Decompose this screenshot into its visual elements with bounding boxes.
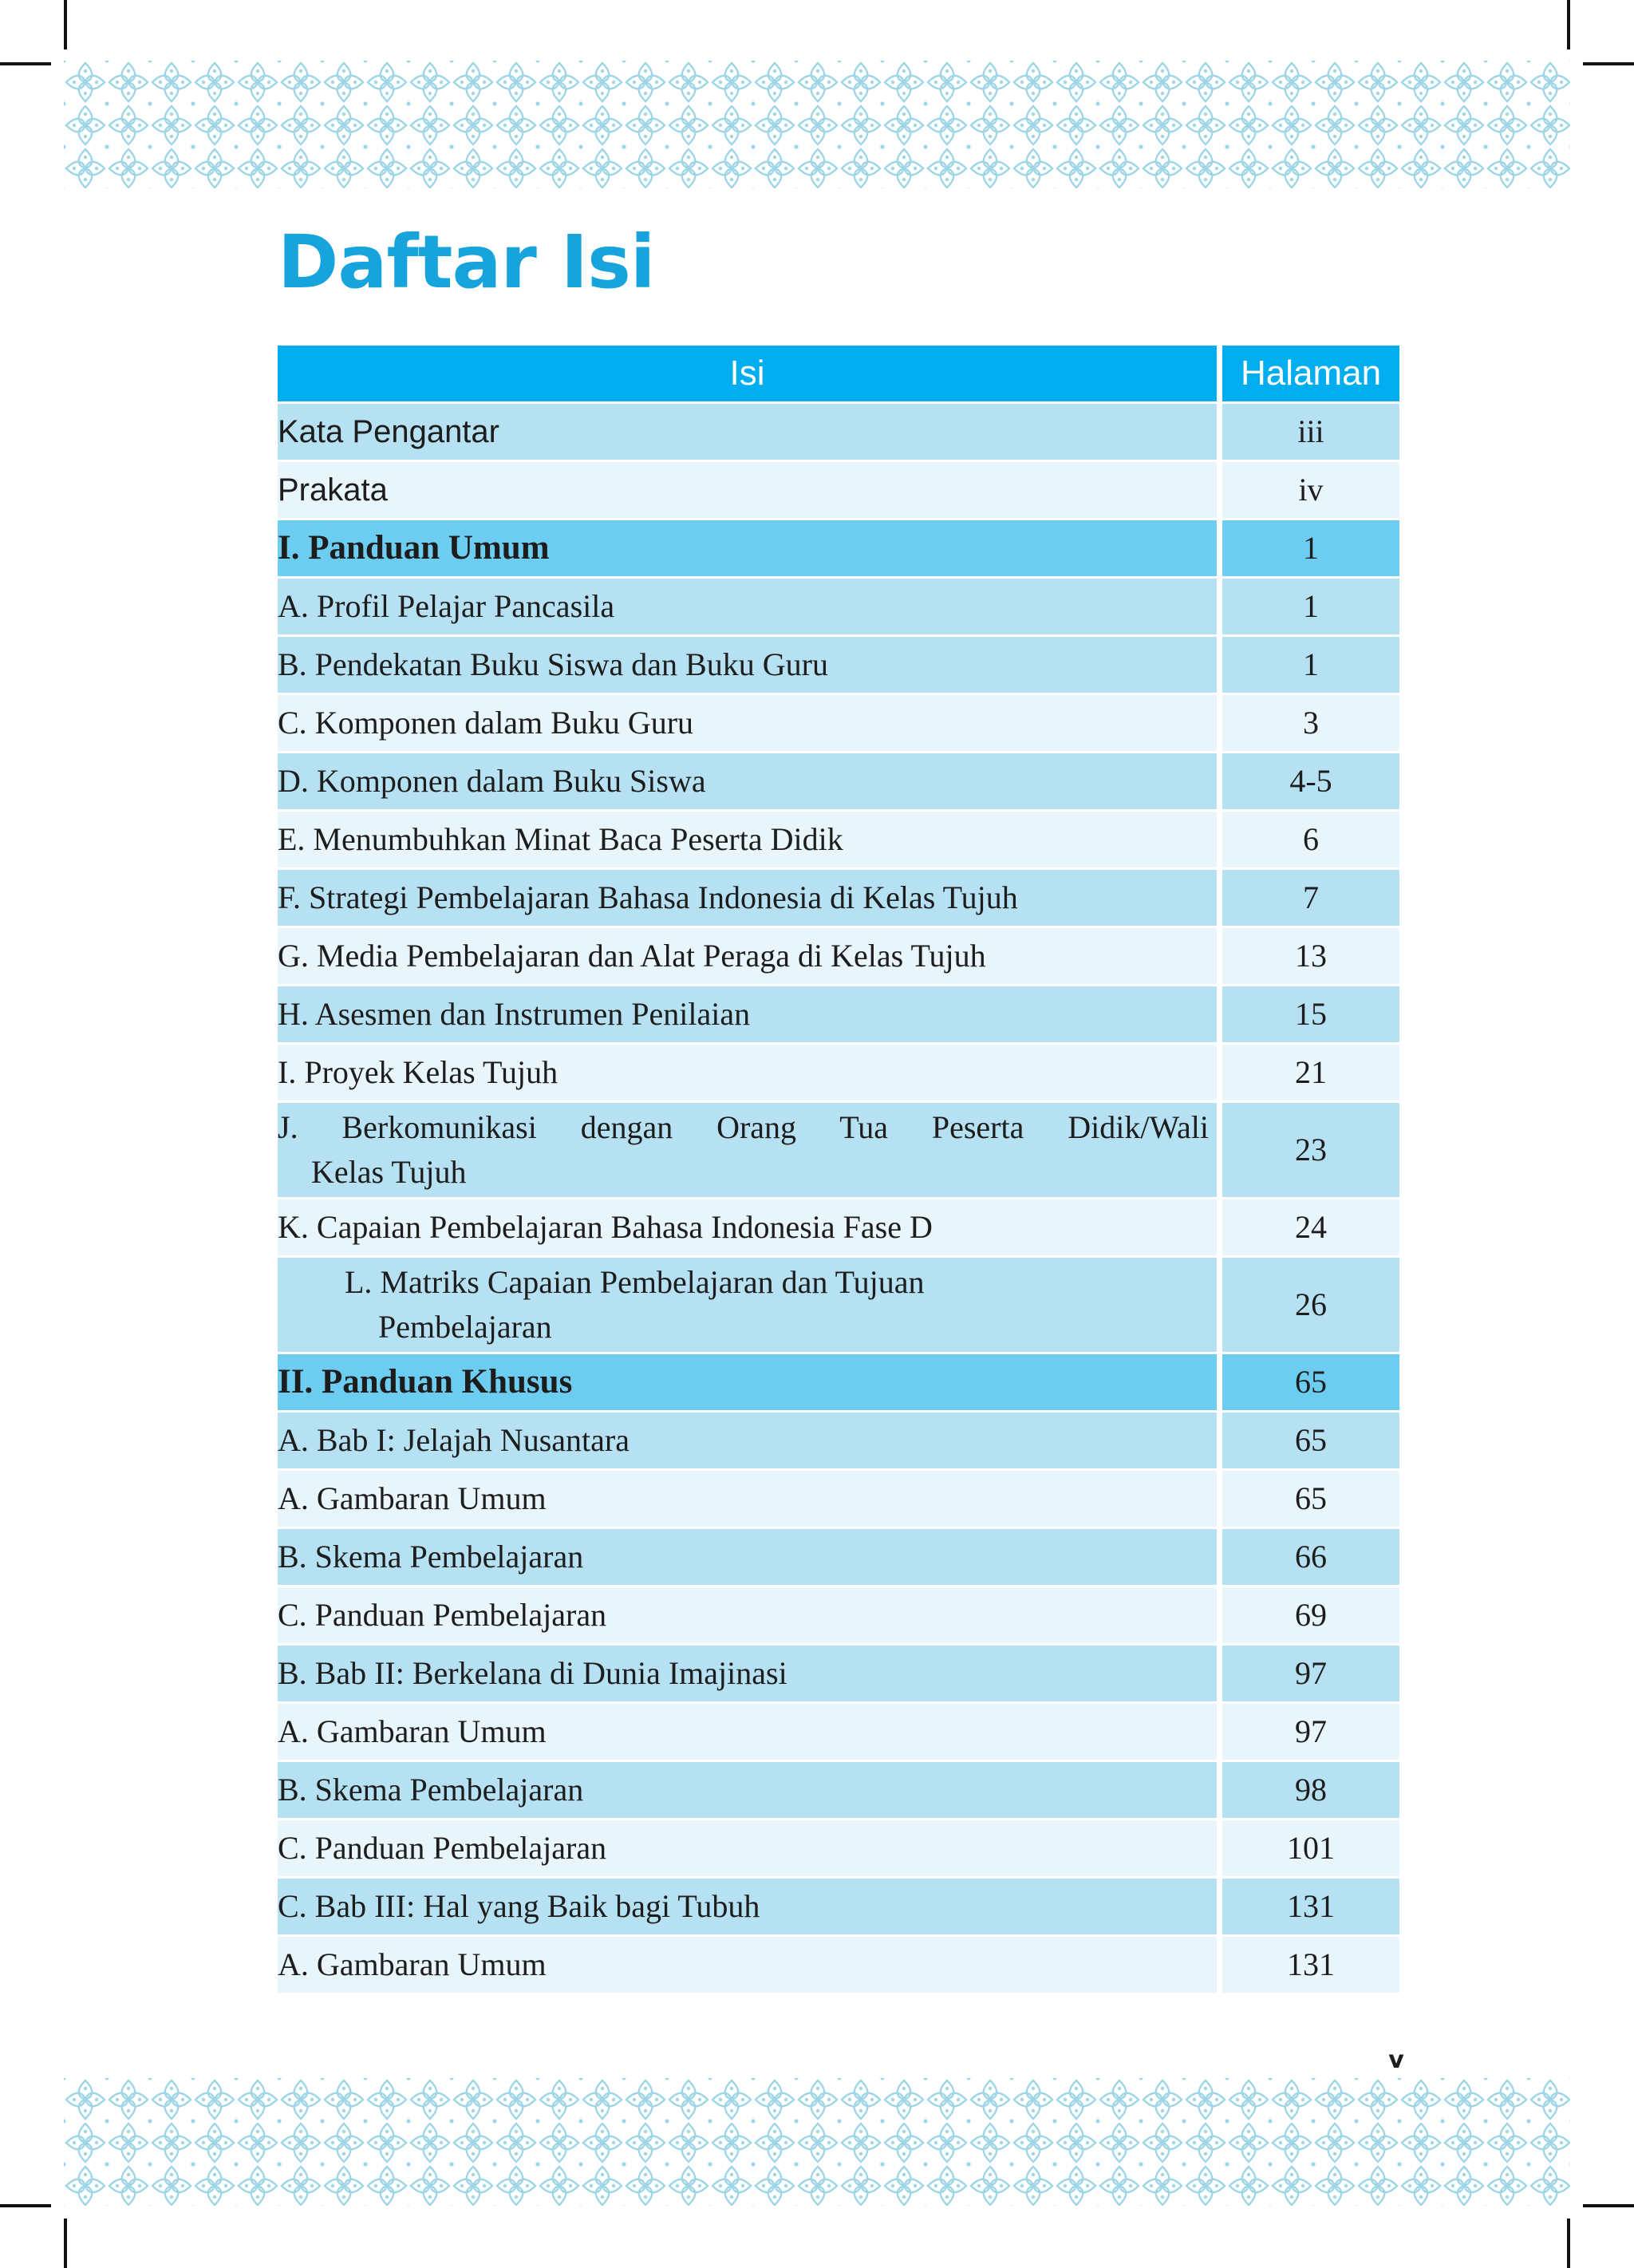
toc-entry-label: C. Panduan Pembelajaran xyxy=(278,1587,1217,1643)
toc-row[interactable] xyxy=(278,1820,1399,1876)
toc-entry-label-line2: Kelas Tujuh xyxy=(311,1154,467,1190)
toc-entry-page: 6 xyxy=(1217,812,1399,867)
toc-entry-page: 101 xyxy=(1217,1820,1399,1876)
toc-entry-label: B. Skema Pembelajaran xyxy=(278,1529,1217,1585)
toc-entry-label xyxy=(278,1258,1217,1352)
toc-entry-label: B. Pendekatan Buku Siswa dan Buku Guru xyxy=(278,637,1217,693)
toc-entry-page: 131 xyxy=(1217,1879,1399,1934)
toc-row[interactable] xyxy=(278,986,1399,1042)
toc-row[interactable] xyxy=(278,695,1399,751)
toc-entry-label: A. Gambaran Umum xyxy=(278,1937,1217,1993)
toc-entry-label: B. Skema Pembelajaran xyxy=(278,1762,1217,1818)
toc-entry-page: 1 xyxy=(1217,637,1399,693)
toc-entry-page: 21 xyxy=(1217,1045,1399,1100)
toc-row[interactable] xyxy=(278,637,1399,693)
toc-row[interactable] xyxy=(278,1413,1399,1468)
toc-row[interactable] xyxy=(278,812,1399,867)
toc-entry-page: 65 xyxy=(1217,1413,1399,1468)
toc-entry-page: 4-5 xyxy=(1217,753,1399,809)
toc-entry-label: Prakata xyxy=(278,462,1217,518)
toc-row[interactable] xyxy=(278,404,1399,460)
toc-entry-label: K. Capaian Pembelajaran Bahasa Indonesia Fase D xyxy=(278,1199,1217,1255)
toc-row[interactable] xyxy=(278,462,1399,518)
toc-row[interactable] xyxy=(278,1103,1399,1197)
toc-entry-label: C. Bab III: Hal yang Baik bagi Tubuh xyxy=(278,1879,1217,1934)
toc-entry-label-line1: J. Berkomunikasi dengan Orang Tua Peserta Didik/Wali xyxy=(278,1109,1209,1145)
toc-entry-page: 1 xyxy=(1217,520,1399,576)
toc-entry-page: 7 xyxy=(1217,870,1399,926)
toc-entry-label: C. Panduan Pembelajaran xyxy=(278,1820,1217,1876)
table-header-row xyxy=(278,346,1399,401)
toc-row[interactable] xyxy=(278,1879,1399,1934)
toc-entry-label: E. Menumbuhkan Minat Baca Peserta Didik xyxy=(278,812,1217,867)
toc-entry-page: 66 xyxy=(1217,1529,1399,1585)
toc-entry-page: 69 xyxy=(1217,1587,1399,1643)
toc-section-label: I. Panduan Umum xyxy=(278,520,1217,576)
toc-entry-page: 65 xyxy=(1217,1354,1399,1410)
toc-entry-page: 24 xyxy=(1217,1199,1399,1255)
toc-row[interactable] xyxy=(278,1704,1399,1760)
toc-entry-label: H. Asesmen dan Instrumen Penilaian xyxy=(278,986,1217,1042)
crop-mark-bottom-right-vertical xyxy=(1567,2219,1570,2268)
toc-entry-page: 13 xyxy=(1217,928,1399,984)
page-title: Daftar Isi xyxy=(278,219,655,305)
toc-entry-page: 65 xyxy=(1217,1471,1399,1527)
toc-entry-page: 3 xyxy=(1217,695,1399,751)
toc-row[interactable] xyxy=(278,1199,1399,1255)
toc-row[interactable] xyxy=(278,1587,1399,1643)
toc-entry-label: A. Gambaran Umum xyxy=(278,1471,1217,1527)
toc-row[interactable] xyxy=(278,1045,1399,1100)
toc-entry-page: 98 xyxy=(1217,1762,1399,1818)
toc-row[interactable] xyxy=(278,1529,1399,1585)
toc-entry-label: F. Strategi Pembelajaran Bahasa Indonesia di Kelas Tujuh xyxy=(278,870,1217,926)
toc-row[interactable] xyxy=(278,1258,1399,1352)
toc-section-label: II. Panduan Khusus xyxy=(278,1354,1217,1410)
toc-entry-page: 97 xyxy=(1217,1704,1399,1760)
toc-entry-page: iv xyxy=(1217,462,1399,518)
crop-mark-bottom-left-horizontal xyxy=(0,2204,51,2207)
toc-entry-label: D. Komponen dalam Buku Siswa xyxy=(278,753,1217,809)
toc-row[interactable] xyxy=(278,870,1399,926)
toc-entry-page: 23 xyxy=(1217,1103,1399,1197)
toc-row[interactable] xyxy=(278,928,1399,984)
header-isi: Isi xyxy=(278,346,1217,401)
crop-mark-top-right-vertical xyxy=(1567,0,1570,49)
toc-entry-label: Kata Pengantar xyxy=(278,404,1217,460)
toc-entry-label: A. Profil Pelajar Pancasila xyxy=(278,579,1217,634)
toc-entry-label: A. Bab I: Jelajah Nusantara xyxy=(278,1413,1217,1468)
toc-section-row[interactable] xyxy=(278,520,1399,576)
crop-mark-top-left-horizontal xyxy=(0,62,51,65)
page-number: v xyxy=(1388,2046,1404,2074)
toc-entry-label: I. Proyek Kelas Tujuh xyxy=(278,1045,1217,1100)
crop-mark-top-left-vertical xyxy=(64,0,67,49)
toc-entry-page: 97 xyxy=(1217,1646,1399,1701)
toc-entry-label xyxy=(278,1103,1217,1197)
toc-section-row[interactable] xyxy=(278,1354,1399,1410)
toc-entry-label-line1: L. Matriks Capaian Pembelajaran dan Tujuan xyxy=(345,1264,925,1300)
toc-entry-label: A. Gambaran Umum xyxy=(278,1704,1217,1760)
top-batik-pattern xyxy=(64,61,1570,188)
toc-entry-label: G. Media Pembelajaran dan Alat Peraga di Kelas Tujuh xyxy=(278,928,1217,984)
toc-entry-page: 15 xyxy=(1217,986,1399,1042)
toc-row[interactable] xyxy=(278,579,1399,634)
toc-entry-label: B. Bab II: Berkelana di Dunia Imajinasi xyxy=(278,1646,1217,1701)
bottom-batik-pattern xyxy=(64,2078,1570,2206)
crop-mark-bottom-left-vertical xyxy=(64,2219,67,2268)
toc-entry-page: iii xyxy=(1217,404,1399,460)
toc-entry-label: C. Komponen dalam Buku Guru xyxy=(278,695,1217,751)
toc-row[interactable] xyxy=(278,1646,1399,1701)
toc-entry-label-line2: Pembelajaran xyxy=(378,1309,552,1345)
table-of-contents xyxy=(278,343,1399,1995)
toc-entry-page: 1 xyxy=(1217,579,1399,634)
toc-entry-page: 26 xyxy=(1217,1258,1399,1352)
toc-row[interactable] xyxy=(278,1937,1399,1993)
header-halaman: Halaman xyxy=(1217,346,1399,401)
toc-row[interactable] xyxy=(278,1471,1399,1527)
crop-mark-bottom-right-horizontal xyxy=(1583,2204,1634,2207)
toc-row[interactable] xyxy=(278,1762,1399,1818)
toc-row[interactable] xyxy=(278,753,1399,809)
toc-entry-page: 131 xyxy=(1217,1937,1399,1993)
crop-mark-top-right-horizontal xyxy=(1583,62,1634,65)
